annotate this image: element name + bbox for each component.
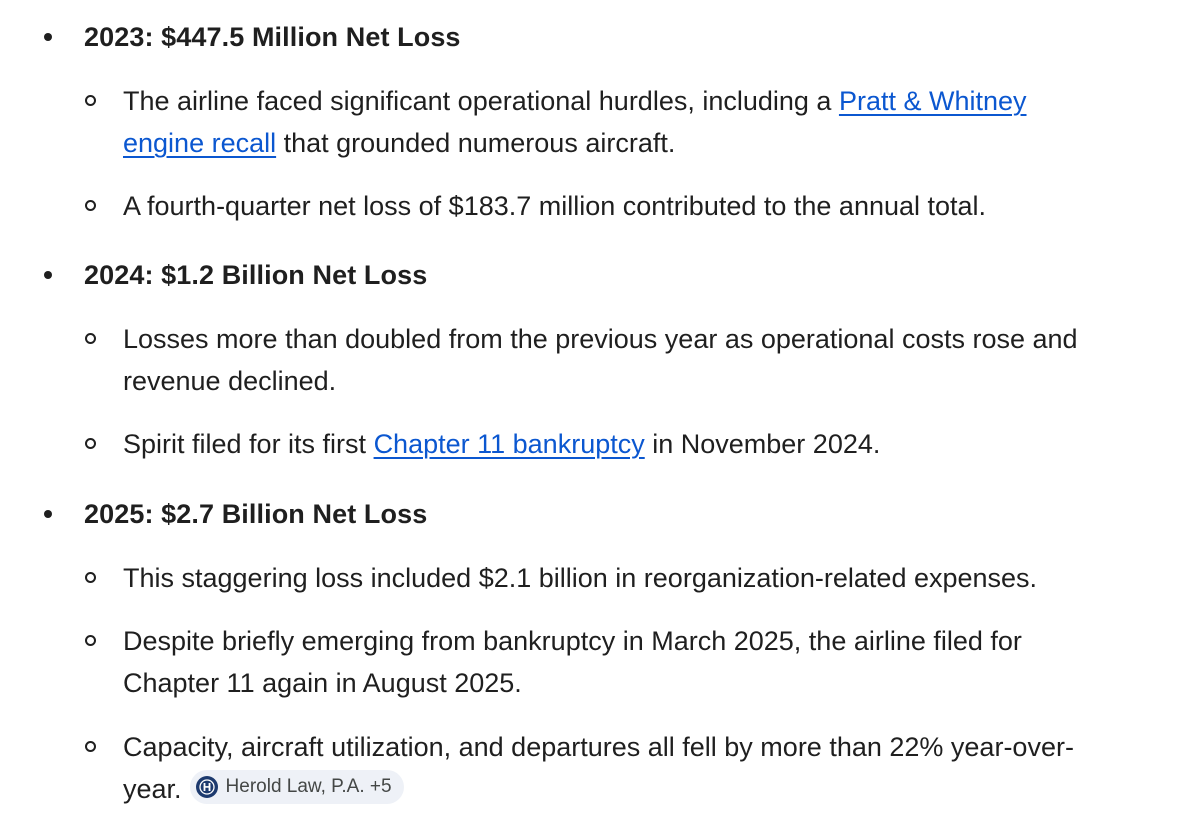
chapter-11-bankruptcy-link[interactable]: Chapter 11 bankruptcy bbox=[373, 429, 645, 459]
text-span: Capacity, aircraft utilization, and departures all fell by more than 22% year-over- bbox=[123, 732, 1074, 762]
bullet-disc-icon bbox=[44, 271, 52, 279]
list-item-text bbox=[123, 185, 1163, 227]
list-item-text bbox=[123, 80, 1163, 164]
heading-text: 2025: $2.7 Billion Net Loss bbox=[84, 499, 428, 529]
bullet-circle-icon bbox=[85, 95, 96, 106]
bullet-circle-icon bbox=[85, 200, 96, 211]
text-span: revenue declined. bbox=[123, 366, 337, 396]
heading-text: 2024: $1.2 Billion Net Loss bbox=[84, 260, 428, 290]
text-span: Losses more than doubled from the previous year as operational costs rose and bbox=[123, 324, 1078, 354]
bullet-circle-icon bbox=[85, 438, 96, 449]
source-chip[interactable] bbox=[190, 770, 404, 804]
bullet-circle-icon bbox=[85, 741, 96, 752]
section-heading-2023 bbox=[0, 17, 1200, 57]
heading-text: 2023: $447.5 Million Net Loss bbox=[84, 22, 461, 52]
list-item-text bbox=[123, 726, 1163, 810]
text-span: Despite briefly emerging from bankruptcy in March 2025, the airline filed for bbox=[123, 626, 1022, 656]
source-chip-label: Herold Law, P.A. +5 bbox=[225, 776, 392, 797]
section-heading-2025 bbox=[0, 494, 1200, 534]
text-span: that grounded numerous aircraft. bbox=[276, 128, 676, 158]
text-span: Chapter 11 again in August 2025. bbox=[123, 668, 522, 698]
section-heading-2024 bbox=[0, 255, 1200, 295]
text-span: Spirit filed for its first bbox=[123, 429, 374, 459]
list-item-text bbox=[123, 423, 1163, 465]
list-item-text bbox=[123, 557, 1163, 599]
bullet-disc-icon bbox=[44, 510, 52, 518]
pratt-whitney-engine-recall-link-continued[interactable]: engine recall bbox=[123, 128, 277, 158]
list-item-text bbox=[123, 318, 1163, 402]
list-item-text bbox=[123, 620, 1163, 704]
text-span: The airline faced significant operational hurdles, including a bbox=[123, 86, 839, 116]
text-span: This staggering loss included $2.1 billion in reorganization-related expenses. bbox=[123, 563, 1038, 593]
text-span: year. bbox=[123, 774, 182, 804]
bullet-disc-icon bbox=[44, 33, 52, 41]
herold-law-logo-icon bbox=[196, 776, 218, 798]
text-span: A fourth-quarter net loss of $183.7 million contributed to the annual total. bbox=[123, 191, 987, 221]
bullet-circle-icon bbox=[85, 333, 96, 344]
text-span: in November 2024. bbox=[644, 429, 881, 459]
pratt-whitney-engine-recall-link[interactable]: Pratt & Whitney bbox=[838, 86, 1027, 116]
bullet-circle-icon bbox=[85, 572, 96, 583]
bullet-circle-icon bbox=[85, 635, 96, 646]
